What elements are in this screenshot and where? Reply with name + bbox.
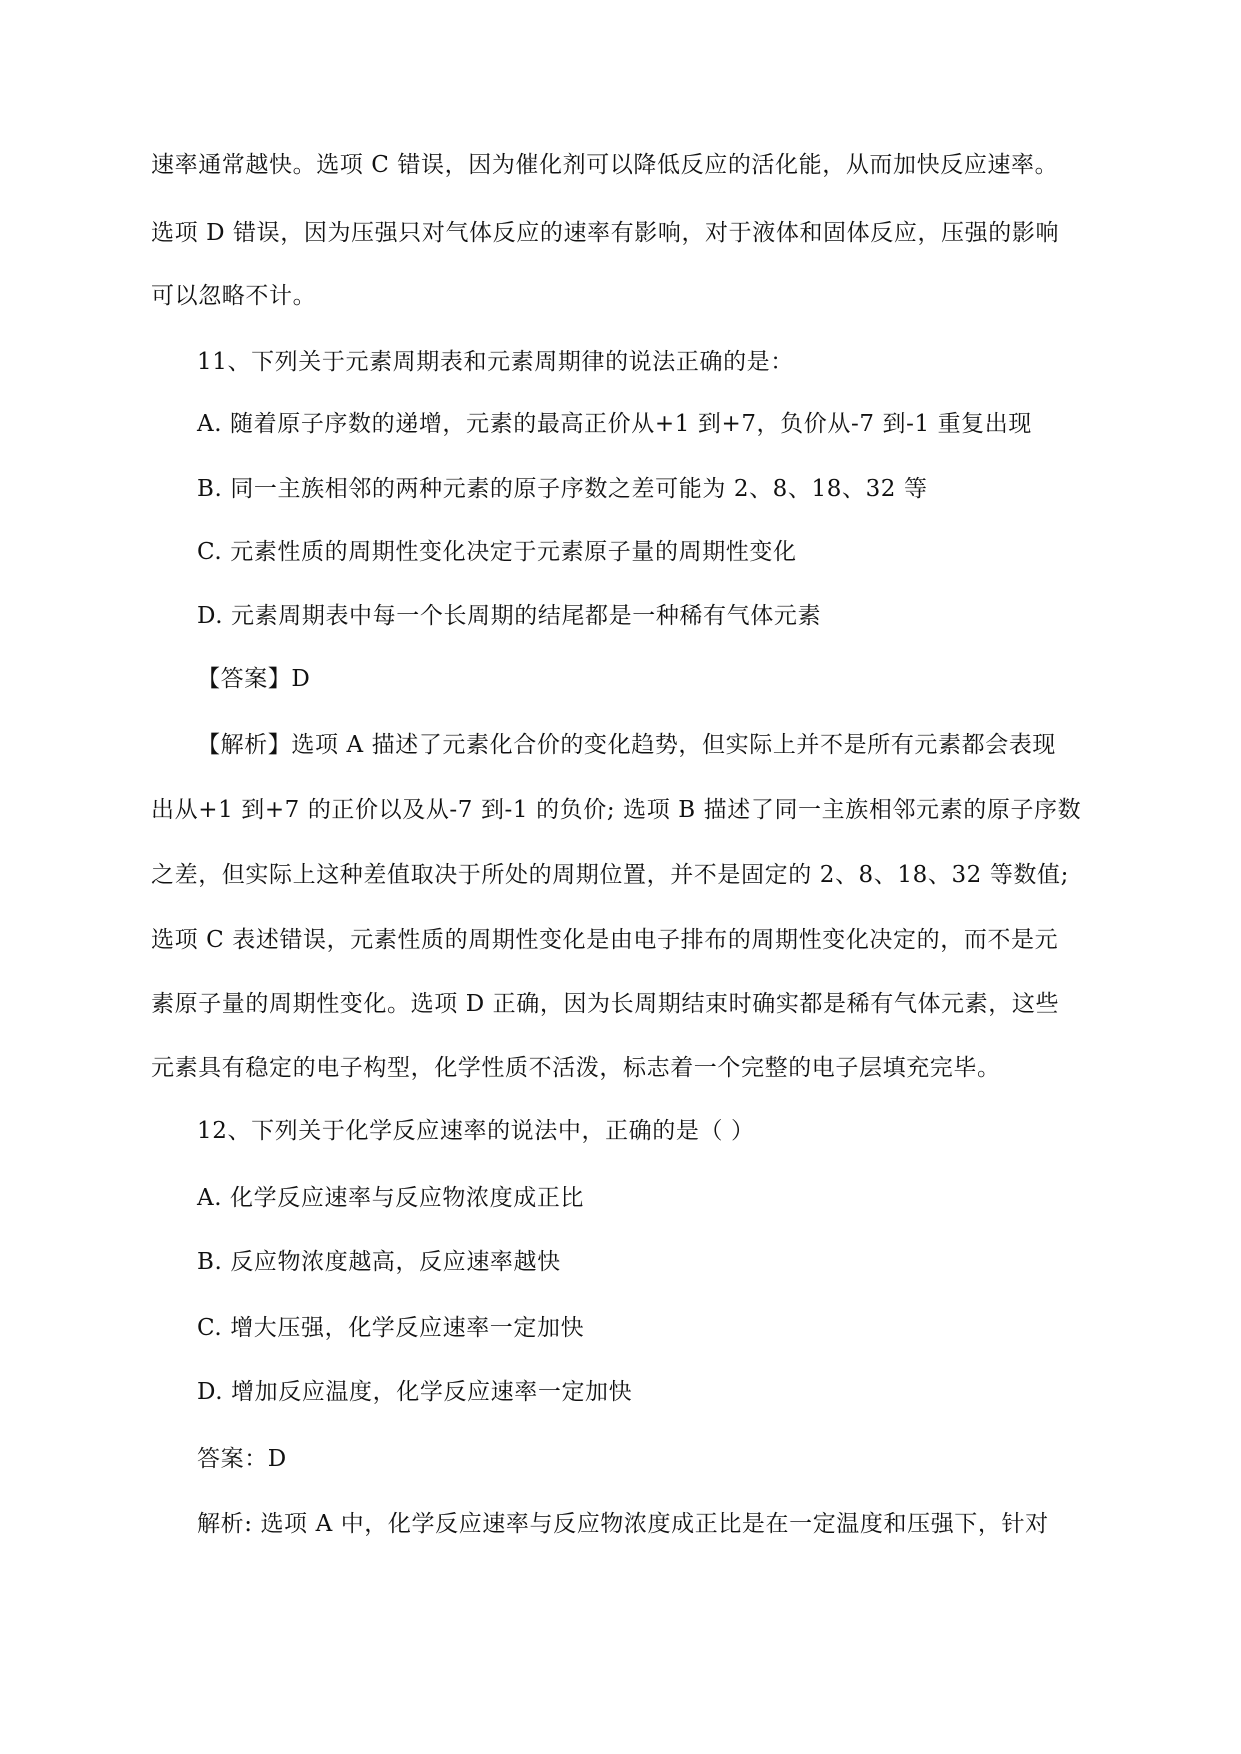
question-11-option-d: D. 元素周期表中每一个长周期的结尾都是一种稀有气体元素	[197, 603, 822, 629]
question-12-option-a: A. 化学反应速率与反应物浓度成正比	[197, 1185, 585, 1211]
question-11-option-b: B. 同一主族相邻的两种元素的原子序数之差可能为 2、8、18、32 等	[197, 476, 928, 502]
question-11-explanation-2: 出从+1 到+7 的正价以及从-7 到-1 的负价; 选项 B 描述了同一主族相邻元素的原子序数	[151, 797, 1082, 823]
question-11-option-c: C. 元素性质的周期性变化决定于元素原子量的周期性变化	[197, 539, 797, 565]
question-11-option-a: A. 随着原子序数的递增，元素的最高正价从+1 到+7，负价从-7 到-1 重复出现	[197, 411, 1032, 437]
question-11-stem: 11、下列关于元素周期表和元素周期律的说法正确的是：	[197, 349, 794, 375]
question-12-answer: 答案：D	[197, 1446, 287, 1472]
question-11-explanation-6: 元素具有稳定的电子构型，化学性质不活泼，标志着一个完整的电子层填充完毕。	[151, 1055, 1001, 1081]
question-12-option-d: D. 增加反应温度，化学反应速率一定加快	[197, 1379, 633, 1405]
question-12-option-c: C. 增大压强，化学反应速率一定加快	[197, 1315, 585, 1341]
question-11-answer: 【答案】D	[197, 666, 311, 692]
question-12-stem: 12、下列关于化学反应速率的说法中，正确的是（ ）	[197, 1118, 755, 1144]
question-12-option-b: B. 反应物浓度越高，反应速率越快	[197, 1249, 561, 1275]
question-11-explanation-5: 素原子量的周期性变化。选项 D 正确，因为长周期结束时确实都是稀有气体元素，这些	[151, 991, 1060, 1017]
text-line-prev-explanation-3: 可以忽略不计。	[151, 283, 317, 309]
question-11-explanation-1: 【解析】选项 A 描述了元素化合价的变化趋势，但实际上并不是所有元素都会表现	[197, 732, 1057, 758]
question-12-explanation-1: 解析: 选项 A 中，化学反应速率与反应物浓度成正比是在一定温度和压强下，针对	[197, 1511, 1049, 1537]
text-line-prev-explanation-1: 速率通常越快。选项 C 错误，因为催化剂可以降低反应的活化能，从而加快反应速率。	[151, 152, 1059, 178]
question-11-explanation-4: 选项 C 表述错误，元素性质的周期性变化是由电子排布的周期性变化决定的，而不是元	[151, 927, 1059, 953]
text-line-prev-explanation-2: 选项 D 错误，因为压强只对气体反应的速率有影响，对于液体和固体反应，压强的影响	[151, 220, 1060, 246]
question-11-explanation-3: 之差，但实际上这种差值取决于所处的周期位置，并不是固定的 2、8、18、32 等数值;	[151, 862, 1069, 888]
